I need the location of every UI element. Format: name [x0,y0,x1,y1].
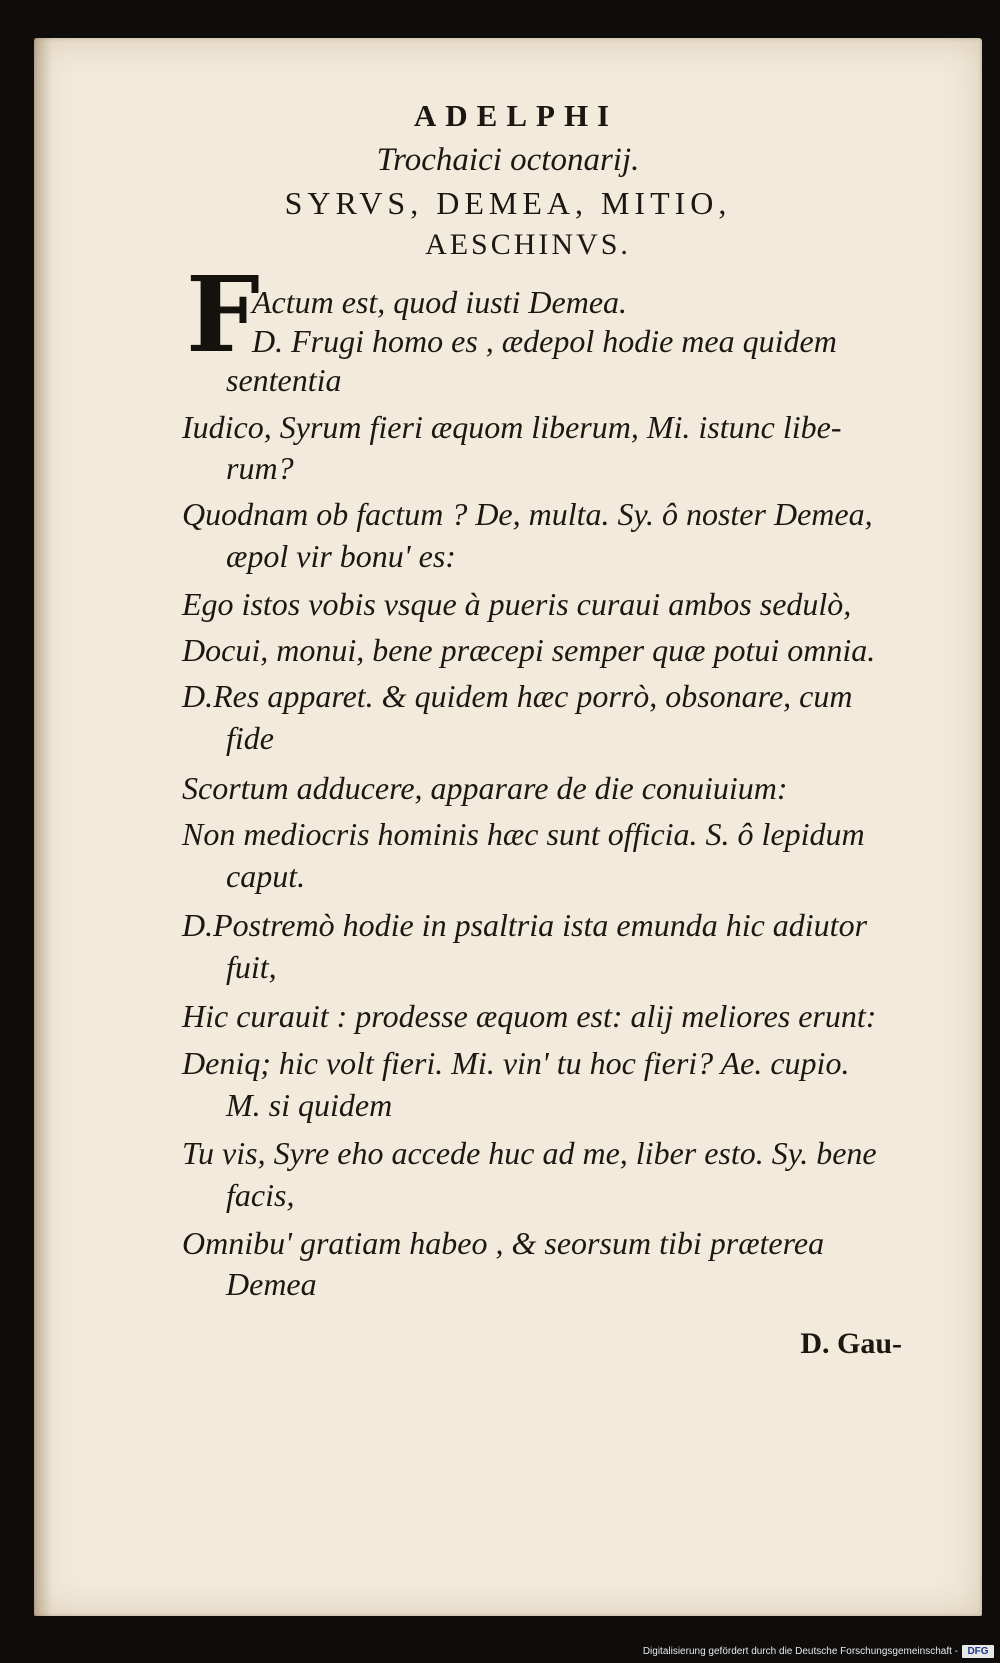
verse-line: D.Postremò hodie in psaltria ista emunda hic adiutor [182,907,868,943]
verse-line: fide [226,720,274,756]
verse-line: caput. [226,858,306,894]
verse-line: Omnibu' gratiam habeo , & seorsum tibi præterea [182,1225,825,1261]
verse-line: rum? [226,450,294,486]
verse-line: facis, [226,1177,295,1213]
digitization-credit: Digitalisierung gefördert durch die Deutsche Forschungsgemeinschaft - [642,1646,958,1657]
verse-line: Hic curauit : prodesse æquom est: alij meliores erunt: [182,998,877,1034]
verse-line: Deniq; hic volt fieri. Mi. vin' tu hoc fieri? Ae. cupio. [182,1045,850,1081]
dramatis-personae-line-2: AESCHINVS. [425,228,631,261]
verse-line: Tu vis, Syre eho accede huc ad me, liber esto. Sy. bene [182,1135,877,1171]
verse-line: Docui, monui, bene præcepi semper quæ potui omnia. [182,632,876,668]
verse-line: D. Frugi homo es , ædepol hodie mea quidem [252,323,837,359]
meter-subtitle: Trochaici octonarij. [376,142,640,178]
verse-line: Iudico, Syrum fieri æquom liberum, Mi. istunc libe- [182,409,842,445]
verse-line: sententia [226,362,342,398]
verse-line: Ego istos vobis vsque à pueris curaui ambos sedulò, [182,586,852,622]
verse-line: M. si quidem [226,1087,393,1123]
verse-line: Non mediocris hominis hæc sunt officia. S. ô lepidum [182,816,865,852]
verse-line: D.Res apparet. & quidem hæc porrò, obsonare, cum [182,678,853,714]
verse-line: Quodnam ob factum ? De, multa. Sy. ô noster Demea, [182,496,873,532]
book-page [34,38,982,1616]
verse-line: æpol vir bonu' es: [226,538,456,574]
verse-line: Actum est, quod iusti Demea. [252,284,628,320]
running-head: ADELPHI [413,98,619,133]
drop-cap: F [186,253,260,376]
verse-line: Scortum adducere, apparare de die conuiuium: [182,770,788,806]
footer-bar [0,1633,1000,1663]
dfg-logo-icon: DFG [962,1645,994,1658]
catchword: D. Gau- [800,1327,902,1360]
page-text [34,38,982,1616]
dramatis-personae-line-1: SYRVS, DEMEA, MITIO, [284,185,732,221]
verse-line: Demea [226,1266,317,1302]
verse-line: fuit, [226,949,277,985]
